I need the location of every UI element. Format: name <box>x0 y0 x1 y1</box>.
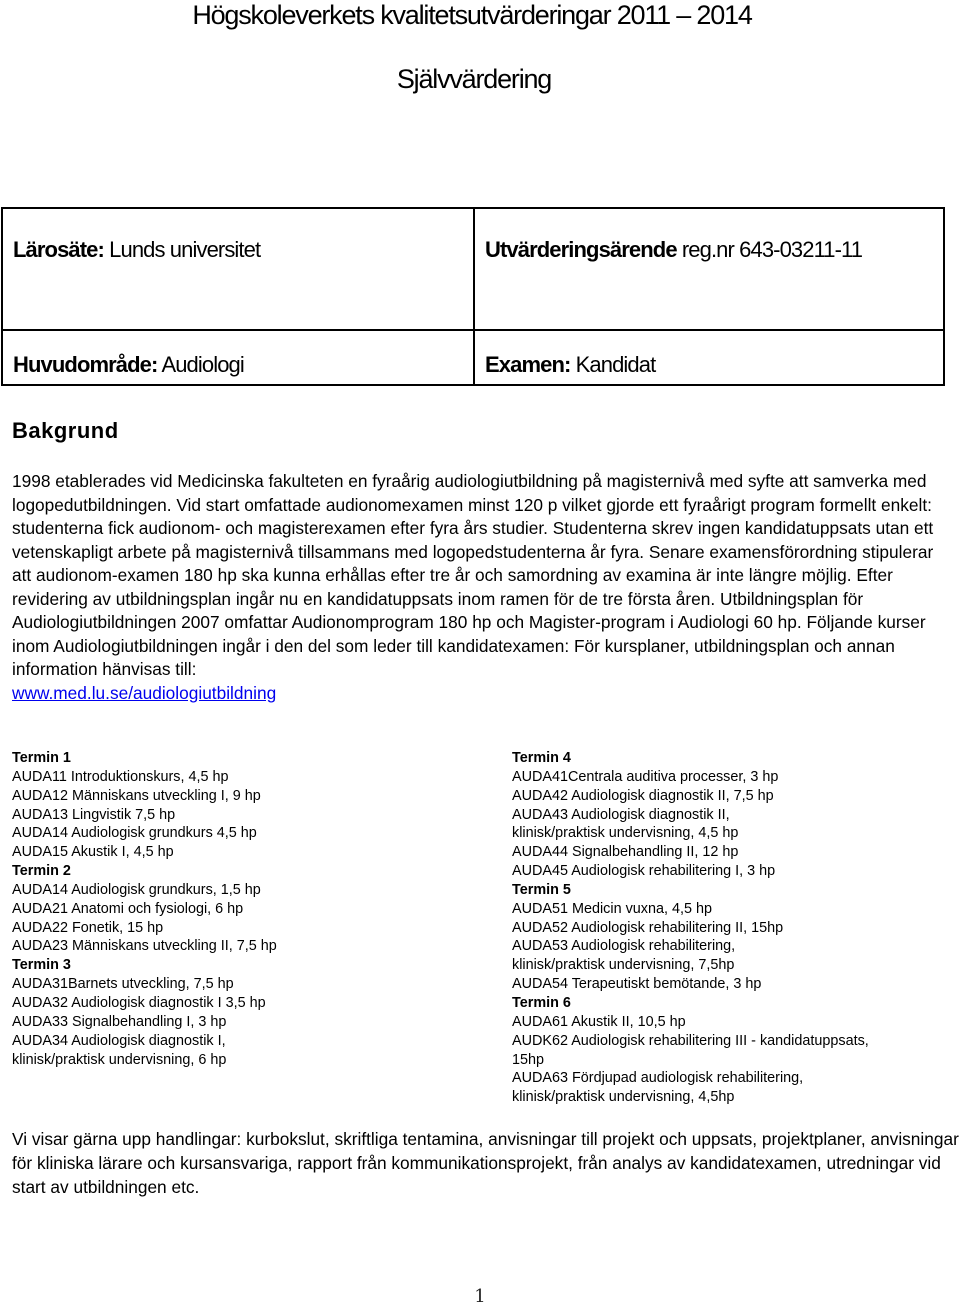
course-item: AUDA43 Audiologisk diagnostik II, <box>512 806 730 823</box>
examen-cell <box>474 330 944 385</box>
course-item: AUDA44 Signalbehandling II, 12 hp <box>512 844 739 861</box>
course-column-left <box>12 749 482 1069</box>
course-item: AUDA33 Signalbehandling I, 3 hp <box>12 1013 227 1030</box>
course-item: AUDA54 Terapeutiskt bemötande, 3 hp <box>512 976 762 993</box>
huvudomrade-cell <box>2 330 474 385</box>
huvudomrade-value: Audiologi <box>161 352 244 377</box>
course-item: AUDA53 Audiologisk rehabilitering, <box>512 938 736 955</box>
course-item: AUDA45 Audiologisk rehabilitering I, 3 hp <box>512 863 776 880</box>
examen-label: Examen: <box>485 352 571 377</box>
background-text <box>12 470 957 705</box>
larosate-cell <box>2 208 474 330</box>
closing-paragraph: Vi visar gärna upp handlingar: kurbokslut, skriftliga tentamina, anvisningar till projekt och uppsats, projektplaner, anvisningar för kliniska lärare och kursansvariga, rapport från kommunikationsprojekt, från analys av kandidatexamen, utredningar vid start av utbildningen etc. <box>12 1129 959 1197</box>
background-heading: Bakgrund <box>12 418 119 443</box>
course-item: AUDA14 Audiologisk grundkurs, 1,5 hp <box>12 881 261 898</box>
course-item: AUDA13 Lingvistik 7,5 hp <box>12 806 176 823</box>
examen-value: Kandidat <box>575 352 656 377</box>
larosate-label: Lärosäte: <box>13 237 104 262</box>
larosate-value: Lunds universitet <box>109 237 261 262</box>
arende-label: Utvärderingsärende <box>485 237 677 262</box>
course-item: AUDK62 Audiologisk rehabilitering III - kandidatuppsats, <box>512 1032 869 1049</box>
page-number: 1 <box>474 1286 486 1307</box>
course-item: AUDA21 Anatomi och fysiologi, 6 hp <box>12 900 244 917</box>
course-item: AUDA61 Akustik II, 10,5 hp <box>512 1013 686 1030</box>
term-heading: Termin 3 <box>12 957 71 974</box>
course-item: AUDA63 Fördjupad audiologisk rehabilitering, <box>512 1070 804 1087</box>
term-heading: Termin 1 <box>12 750 71 766</box>
course-item: AUDA14 Audiologisk grundkurs 4,5 hp <box>12 825 257 842</box>
course-item: klinisk/praktisk undervisning, 4,5 hp <box>512 825 739 842</box>
document-title: Högskoleverkets kvalitetsutvärderingar 2011 – 2014 <box>192 0 752 30</box>
course-item: 15hp <box>512 1051 545 1068</box>
course-item: AUDA41Centrala auditiva processer, 3 hp <box>512 768 779 785</box>
term-heading: Termin 4 <box>512 750 571 766</box>
course-item: AUDA15 Akustik I, 4,5 hp <box>12 844 174 861</box>
course-item: AUDA34 Audiologisk diagnostik I, <box>12 1032 226 1049</box>
audiologi-link[interactable]: www.med.lu.se/audiologiutbildning <box>12 682 277 703</box>
course-item: AUDA23 Människans utveckling II, 7,5 hp <box>12 938 277 955</box>
course-column-right <box>512 749 952 1107</box>
document-subtitle: Självvärdering <box>396 64 552 94</box>
course-item: AUDA11 Introduktionskurs, 4,5 hp <box>12 768 229 785</box>
term-heading: Termin 5 <box>512 881 571 898</box>
course-item: AUDA51 Medicin vuxna, 4,5 hp <box>512 900 712 917</box>
huvudomrade-label: Huvudområde: <box>13 352 158 377</box>
arende-value: reg.nr 643-03211-11 <box>681 237 863 262</box>
term-heading: Termin 6 <box>512 994 571 1011</box>
info-table <box>1 207 945 386</box>
course-item: AUDA42 Audiologisk diagnostik II, 7,5 hp <box>512 787 774 804</box>
course-item: klinisk/praktisk undervisning, 7,5hp <box>512 957 735 974</box>
course-item: klinisk/praktisk undervisning, 6 hp <box>12 1051 227 1068</box>
term-heading: Termin 2 <box>12 863 71 880</box>
course-item: AUDA52 Audiologisk rehabilitering II, 15hp <box>512 919 784 936</box>
course-item: AUDA31Barnets utveckling, 7,5 hp <box>12 976 234 993</box>
arende-cell <box>474 208 944 330</box>
course-item: AUDA32 Audiologisk diagnostik I 3,5 hp <box>12 994 266 1011</box>
course-item: AUDA22 Fonetik, 15 hp <box>12 919 164 936</box>
background-paragraph: 1998 etablerades vid Medicinska fakulteten en fyraårig audiologiutbildning på magisternivå med syfte att samverka med logopedutbildningen. Vid start omfattade audionomexamen minst 120 p vilket gjorde ett fyraårigt program formellt enkelt: studenterna fick audionom- och magisterexamen efter fyra års studier. Studenterna skrev ingen kandidatuppsats utan ett vetenskapligt arbete på magisternivå tillsammans med logopedstudenterna år fyra. Senare examensförordning stipulerar att audionom-examen 180 hp ska kunna erhållas efter tre år och samordning av examina är inte längre möjlig. Efter revidering av utbildningsplan ingår nu en kandidatuppsats inom ramen för de tre första åren. Utbildningsplan för Audiologiutbildningen 2007 omfattar Audionomprogram 180 hp och Magister-program i Audiologi 60 hp. Följande kurser inom Audiologiutbildningen ingår i den del som leder till kandidatexamen: För kursplaner, utbildningsplan och annan information hänvisas till: <box>12 471 934 679</box>
course-item: klinisk/praktisk undervisning, 4,5hp <box>512 1089 735 1106</box>
course-item: AUDA12 Människans utveckling I, 9 hp <box>12 787 261 804</box>
